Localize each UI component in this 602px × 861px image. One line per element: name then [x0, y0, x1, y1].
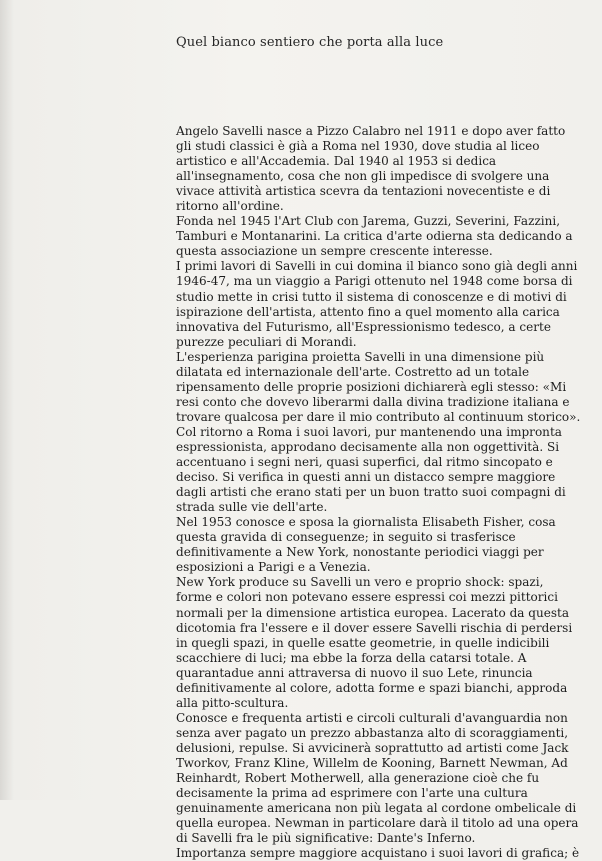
text-line: 1946-47, ma un viaggio a Parigi ottenuto nel 1948 come borsa di	[176, 274, 573, 289]
paragraph	[176, 214, 596, 259]
text-line: accentuano i segni neri, quasi superfici, dal ritmo sincopato e	[176, 455, 553, 470]
text-line: Col ritorno a Roma i suoi lavori, pur mantenendo una impronta	[176, 424, 562, 439]
paragraph	[176, 846, 596, 861]
text-line: di Savelli fra le più significative: Dante's Inferno.	[176, 831, 476, 846]
text-line: esposizioni a Parigi e a Venezia.	[176, 560, 371, 575]
text-line: I primi lavori di Savelli in cui domina il bianco sono già degli anni	[176, 259, 578, 274]
text-line: normali per la dimensione artistica europea. Lacerato da questa	[176, 605, 570, 620]
text-line: in quegli spazi, in quelle esatte geometrie, in quelle indicibili	[176, 635, 550, 650]
text-line: gli studi classici è già a Roma nel 1930, dove studia al liceo	[176, 139, 540, 154]
text-line: forme e colori non potevano essere espressi coi mezzi pittorici	[176, 590, 559, 605]
text-line: quella europea. Newman in particolare darà il titolo ad una opera	[176, 816, 579, 831]
text-line: New York produce su Savelli un vero e proprio shock: spazi,	[176, 575, 544, 590]
text-line: all'insegnamento, cosa che non gli impedisce di svolgere una	[176, 169, 550, 184]
text-line: questa associazione un sempre crescente interesse.	[176, 244, 493, 259]
text-line: studio mette in crisi tutto il sistema di conoscenze e di motivi di	[176, 289, 567, 304]
text-line: Conosce e frequenta artisti e circoli culturali d'avanguardia non	[176, 710, 568, 725]
text-line: ispirazione dell'artista, attento fino a quel momento alla carica	[176, 304, 560, 319]
text-line: Angelo Savelli nasce a Pizzo Calabro nel 1911 e dopo aver fatto	[176, 124, 566, 138]
paragraph	[176, 350, 596, 516]
text-line: questa gravida di conseguenze; in seguito si trasferisce	[176, 530, 516, 545]
text-line: Tamburi e Montanarini. La critica d'arte odierna sta dedicando a	[176, 229, 573, 244]
text-line: genuinamente americana non più legata al cordone ombelicale di	[176, 801, 577, 816]
paragraph	[176, 259, 596, 349]
paragraph	[176, 124, 596, 214]
text-line: innovativa del Futurismo, all'Espressionismo tedesco, a certe	[176, 319, 551, 334]
text-line: artistico e all'Accademia. Dal 1940 al 1953 si dedica	[176, 154, 497, 169]
text-line: delusioni, repulse. Si avvicinerà soprattutto ad artisti come Jack	[176, 740, 569, 755]
text-line: dagli artisti che erano stati per un buon tratto suoi compagni di	[176, 485, 566, 500]
text-line: alla pitto-scultura.	[176, 695, 289, 710]
text-line: quarantadue anni attraversa di nuovo il suo Lete, rinuncia	[176, 665, 533, 680]
text-line: scacchiere di luci; ma ebbe la forza della catarsi totale. A	[176, 650, 527, 665]
paragraph	[176, 515, 596, 575]
paragraph	[176, 575, 596, 710]
text-line: Importanza sempre maggiore acquistano i suoi lavori di grafica; è	[176, 846, 580, 861]
text-line: Tworkov, Franz Kline, Willelm de Kooning, Barnett Newman, Ad	[176, 755, 568, 770]
text-line: definitivamente al colore, adotta forme e spazi bianchi, approda	[176, 680, 568, 695]
text-line: senza aver pagato un prezzo abbastanza alto di scoraggiamenti,	[176, 725, 569, 740]
article-body	[176, 124, 596, 861]
text-line: ripensamento delle proprie posizioni dichiarerà egli stesso: «Mi	[176, 379, 567, 394]
text-line: Reinhardt, Robert Motherwell, alla generazione cioè che fu	[176, 771, 540, 786]
page-heading: Quel bianco sentiero che porta alla luce	[176, 35, 444, 50]
text-line: trovare qualcosa per dare il mio contributo al continuum storico».	[176, 409, 581, 424]
text-line: purezze peculiari di Morandi.	[176, 334, 357, 349]
text-line: Nel 1953 conosce e sposa la giornalista Elisabeth Fisher, cosa	[176, 515, 556, 530]
text-line: dilatata ed internazionale dell'arte. Costretto ad un totale	[176, 364, 530, 379]
text-line: definitivamente a New York, nonostante periodici viaggi per	[176, 545, 544, 560]
text-line: ritorno all'ordine.	[176, 199, 284, 214]
text-line: Fonda nel 1945 l'Art Club con Jarema, Guzzi, Severini, Fazzini,	[176, 214, 561, 229]
text-line: vivace attività artistica scevra da tentazioni novecentiste e di	[176, 184, 551, 199]
text-line: espressionista, approdano decisamente alla non oggettività. Si	[176, 439, 560, 454]
text-line: deciso. Si verifica in questi anni un distacco sempre maggiore	[176, 470, 556, 485]
text-line: decisamente la prima ad esprimere con l'arte una cultura	[176, 786, 528, 801]
paragraph	[176, 711, 596, 846]
text-line: resi conto che dovevo liberarmi dalla divina tradizione italiana e	[176, 394, 570, 409]
text-line: L'esperienza parigina proietta Savelli in una dimensione più	[176, 349, 545, 364]
text-line: strada sulle vie dell'arte.	[176, 500, 328, 515]
text-line: dicotomia fra l'essere e il dover essere Savelli rischia di perdersi	[176, 620, 573, 635]
